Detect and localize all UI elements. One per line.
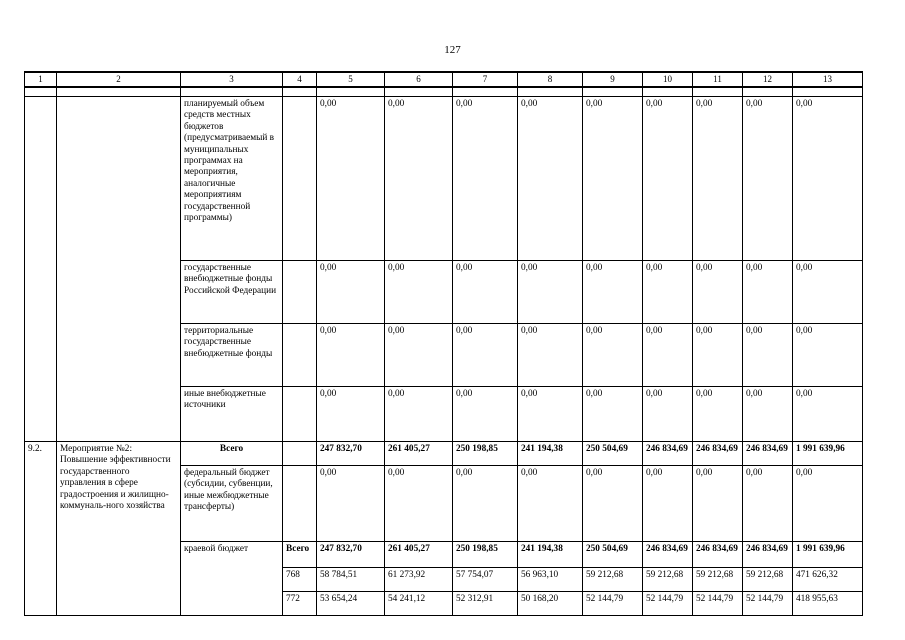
- column-number-cell: 1: [25, 72, 57, 87]
- value-cell: 50 168,20: [518, 592, 583, 616]
- code-cell: [283, 387, 317, 442]
- value-cell: 0,00: [385, 324, 453, 387]
- value-cell: 0,00: [385, 97, 453, 261]
- spacer-cell: [693, 87, 743, 97]
- value-cell: 0,00: [317, 387, 385, 442]
- value-cell: 0,00: [743, 466, 793, 542]
- value-cell: 0,00: [583, 261, 643, 324]
- spacer-row: [25, 87, 863, 97]
- spacer-cell: [453, 87, 518, 97]
- value-cell: 246 834,69: [743, 442, 793, 466]
- code-cell: [283, 97, 317, 261]
- value-cell: 0,00: [583, 387, 643, 442]
- value-cell: 471 626,32: [793, 568, 863, 592]
- value-cell: 0,00: [317, 97, 385, 261]
- value-cell: 59 212,68: [743, 568, 793, 592]
- value-cell: 0,00: [643, 387, 693, 442]
- value-cell: 57 754,07: [453, 568, 518, 592]
- value-cell: 246 834,69: [643, 542, 693, 568]
- value-cell: 0,00: [317, 466, 385, 542]
- value-cell: 0,00: [453, 261, 518, 324]
- value-cell: 1 991 639,96: [793, 442, 863, 466]
- value-cell: 0,00: [518, 466, 583, 542]
- code-cell: [283, 466, 317, 542]
- code-cell: [283, 261, 317, 324]
- value-cell: 246 834,69: [693, 542, 743, 568]
- value-cell: 246 834,69: [743, 542, 793, 568]
- value-cell: 52 144,79: [643, 592, 693, 616]
- value-cell: 0,00: [518, 97, 583, 261]
- value-cell: 0,00: [317, 324, 385, 387]
- value-cell: 241 194,38: [518, 542, 583, 568]
- column-number-cell: 2: [57, 72, 181, 87]
- page-number: 127: [444, 44, 461, 56]
- funding-source-cell: федеральный бюджет (субсидии, субвенции, иные межбюджетные трансферты): [181, 466, 283, 542]
- value-cell: 0,00: [583, 324, 643, 387]
- value-cell: 418 955,63: [793, 592, 863, 616]
- value-cell: 0,00: [743, 387, 793, 442]
- funding-source-cell: краевой бюджет: [181, 542, 283, 616]
- table-row: [25, 97, 863, 261]
- value-cell: 0,00: [583, 97, 643, 261]
- value-cell: 0,00: [693, 387, 743, 442]
- funding-source-cell: территориальные государственные внебюджетные фонды: [181, 324, 283, 387]
- code-cell: Всего: [283, 542, 317, 568]
- value-cell: 0,00: [385, 387, 453, 442]
- spacer-cell: [25, 87, 57, 97]
- spacer-cell: [385, 87, 453, 97]
- code-cell: 768: [283, 568, 317, 592]
- spacer-cell: [283, 87, 317, 97]
- number-cell: [25, 97, 57, 442]
- value-cell: 241 194,38: [518, 442, 583, 466]
- value-cell: 0,00: [643, 97, 693, 261]
- value-cell: 0,00: [518, 324, 583, 387]
- value-cell: 52 144,79: [743, 592, 793, 616]
- measure-name-cell: [57, 97, 181, 442]
- column-number-cell: 10: [643, 72, 693, 87]
- funding-source-cell: Всего: [181, 442, 283, 466]
- value-cell: 56 963,10: [518, 568, 583, 592]
- spacer-cell: [643, 87, 693, 97]
- spacer-cell: [57, 87, 181, 97]
- value-cell: 59 212,68: [643, 568, 693, 592]
- budget-table: [24, 71, 863, 616]
- value-cell: 0,00: [643, 324, 693, 387]
- value-cell: 1 991 639,96: [793, 542, 863, 568]
- column-number-cell: 11: [693, 72, 743, 87]
- value-cell: 59 212,68: [693, 568, 743, 592]
- value-cell: 54 241,12: [385, 592, 453, 616]
- value-cell: 250 198,85: [453, 442, 518, 466]
- value-cell: 0,00: [643, 261, 693, 324]
- value-cell: 0,00: [453, 466, 518, 542]
- value-cell: 0,00: [793, 97, 863, 261]
- measure-number-cell: 9.2.: [25, 442, 57, 616]
- value-cell: 59 212,68: [583, 568, 643, 592]
- code-cell: [283, 442, 317, 466]
- value-cell: 261 405,27: [385, 442, 453, 466]
- spacer-cell: [518, 87, 583, 97]
- value-cell: 0,00: [317, 261, 385, 324]
- value-cell: 0,00: [385, 466, 453, 542]
- value-cell: 0,00: [793, 466, 863, 542]
- value-cell: 250 504,69: [583, 542, 643, 568]
- spacer-cell: [743, 87, 793, 97]
- column-number-cell: 8: [518, 72, 583, 87]
- column-number-cell: 7: [453, 72, 518, 87]
- table-row-total: [25, 442, 863, 466]
- value-cell: 52 312,91: [453, 592, 518, 616]
- value-cell: 0,00: [693, 466, 743, 542]
- value-cell: 246 834,69: [693, 442, 743, 466]
- column-number-cell: 3: [181, 72, 283, 87]
- column-number-row: [25, 72, 863, 87]
- spacer-cell: [583, 87, 643, 97]
- value-cell: 0,00: [743, 261, 793, 324]
- column-number-cell: 9: [583, 72, 643, 87]
- funding-source-cell: государственные внебюджетные фонды Российской Федерации: [181, 261, 283, 324]
- value-cell: 0,00: [643, 466, 693, 542]
- value-cell: 0,00: [518, 387, 583, 442]
- value-cell: 0,00: [693, 97, 743, 261]
- value-cell: 0,00: [693, 261, 743, 324]
- measure-name-cell: Мероприятие №2: Повышение эффективности государственного управления в сфере градостроения и жилищно-коммуналь-ного хозяйства: [57, 442, 181, 616]
- column-number-cell: 5: [317, 72, 385, 87]
- spacer-cell: [181, 87, 283, 97]
- value-cell: 0,00: [453, 387, 518, 442]
- value-cell: 58 784,51: [317, 568, 385, 592]
- value-cell: 53 654,24: [317, 592, 385, 616]
- value-cell: 0,00: [693, 324, 743, 387]
- value-cell: 246 834,69: [643, 442, 693, 466]
- value-cell: 0,00: [793, 387, 863, 442]
- value-cell: 0,00: [793, 324, 863, 387]
- funding-source-cell: планируемый объем средств местных бюджетов (предусматриваемый в муниципальных программах на мероприятия, аналогичные мероприятиям государственной программы): [181, 97, 283, 261]
- value-cell: 250 504,69: [583, 442, 643, 466]
- column-number-cell: 4: [283, 72, 317, 87]
- value-cell: 0,00: [583, 466, 643, 542]
- value-cell: 0,00: [453, 97, 518, 261]
- value-cell: 0,00: [743, 97, 793, 261]
- value-cell: 250 198,85: [453, 542, 518, 568]
- value-cell: 61 273,92: [385, 568, 453, 592]
- value-cell: 0,00: [518, 261, 583, 324]
- code-cell: [283, 324, 317, 387]
- value-cell: 0,00: [453, 324, 518, 387]
- column-number-cell: 13: [793, 72, 863, 87]
- value-cell: 261 405,27: [385, 542, 453, 568]
- column-number-cell: 6: [385, 72, 453, 87]
- spacer-cell: [793, 87, 863, 97]
- value-cell: 52 144,79: [583, 592, 643, 616]
- value-cell: 247 832,70: [317, 542, 385, 568]
- column-number-cell: 12: [743, 72, 793, 87]
- value-cell: 0,00: [743, 324, 793, 387]
- code-cell: 772: [283, 592, 317, 616]
- value-cell: 0,00: [793, 261, 863, 324]
- funding-source-cell: иные внебюджетные источники: [181, 387, 283, 442]
- value-cell: 0,00: [385, 261, 453, 324]
- spacer-cell: [317, 87, 385, 97]
- value-cell: 247 832,70: [317, 442, 385, 466]
- value-cell: 52 144,79: [693, 592, 743, 616]
